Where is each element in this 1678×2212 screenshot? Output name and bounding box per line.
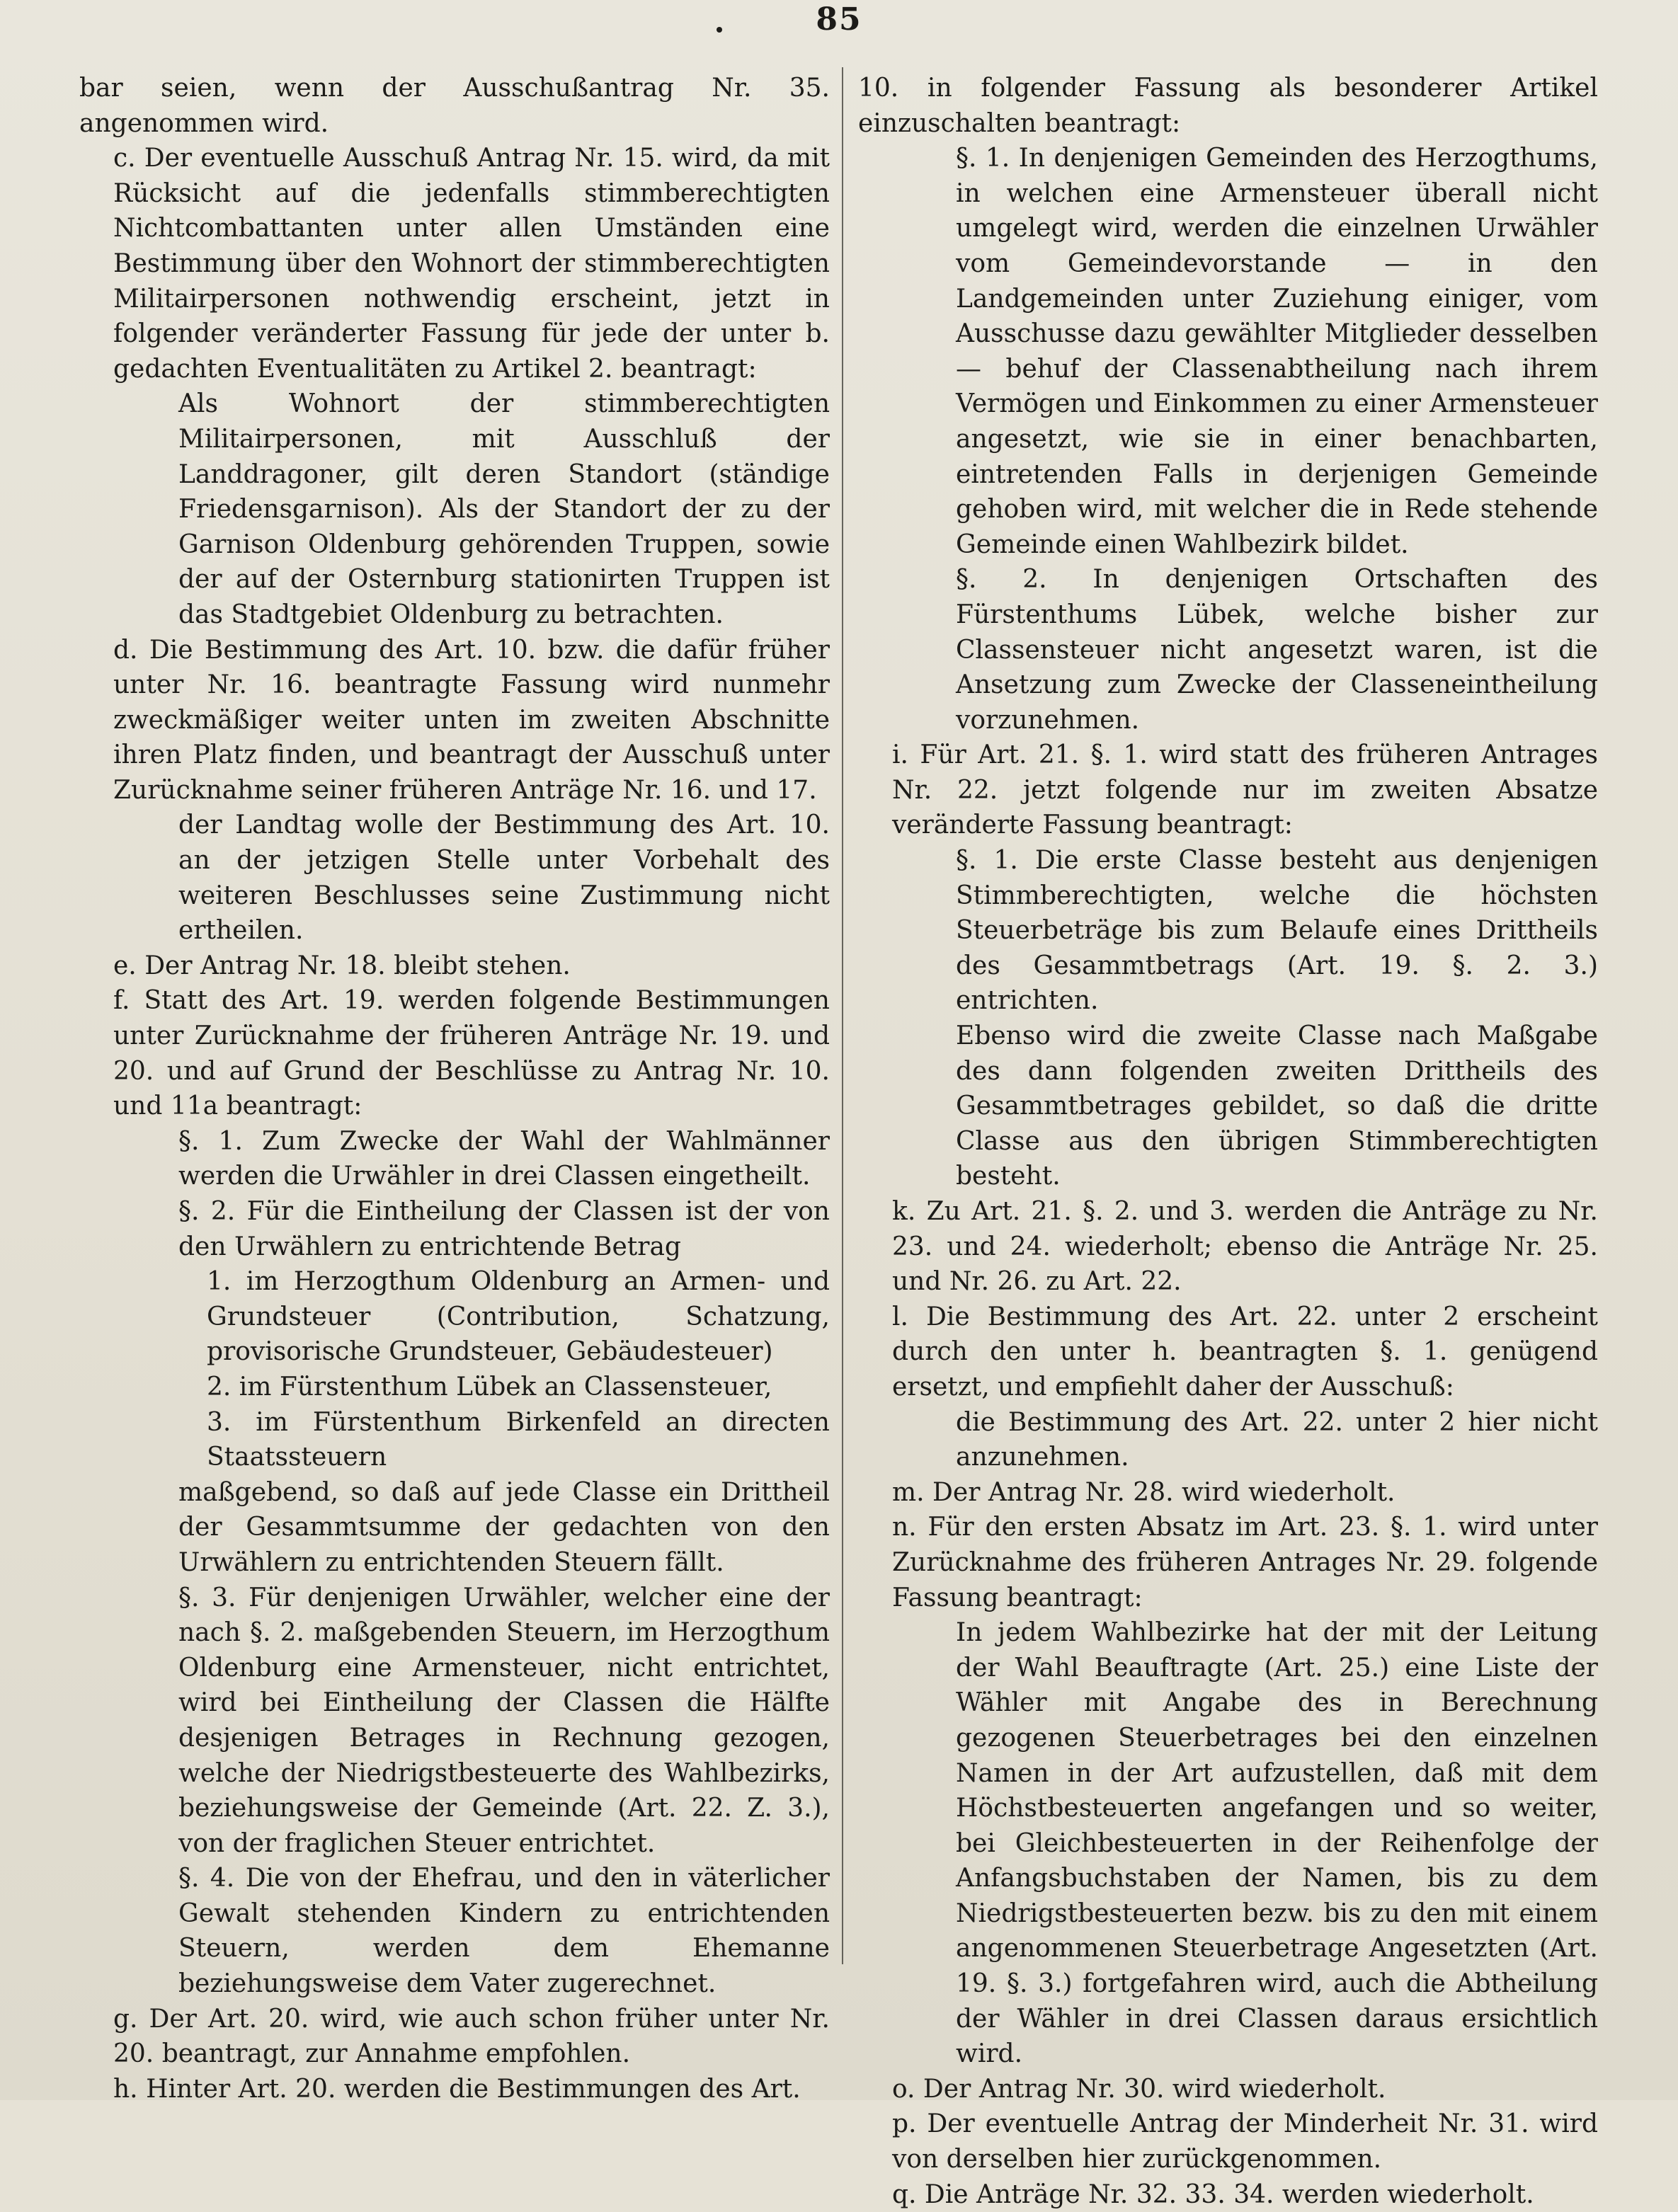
right-paragraph: l. Die Bestimmung des Art. 22. unter 2 erscheint durch den unter h. beantragten §. 1. genügend ersetzt, und empfiehlt daher der Ausschuß: [892, 1302, 1598, 1402]
left-paragraph: 1. im Herzogthum Oldenburg an Armen- und Grundsteuer (Contribution, Schatzung, provisorische Grundsteuer, Gebäudesteuer) [207, 1267, 830, 1367]
right-paragraph: o. Der Antrag Nr. 30. wird wiederholt. [892, 2074, 1386, 2104]
left-paragraph: §. 3. Für denjenigen Urwähler, welcher eine der nach §. 2. maßgebenden Steuern, im Herzogthum Oldenburg eine Armensteuer, nicht entrichtet, wird bei Eintheilung der Classen die Hälfte desjenigen Betrages in Rechnung gezogen, welche der Niedrigstbesteuerte des Wahlbezirks, beziehungsweise der Gemeinde (Art. 22. Z. 3.), von der fraglichen Steuer entrichtet. [178, 1583, 830, 1858]
right-paragraph: n. Für den ersten Absatz im Art. 23. §. 1. wird unter Zurücknahme des früheren Antrages Nr. 29. folgende Fassung beantragt: [892, 1513, 1598, 1612]
right-paragraph: §. 1. Die erste Classe besteht aus denjenigen Stimmberechtigten, welche die höchsten Steuerbeträge bis zum Belaufe eines Drittheils des Gesammtbetrags (Art. 19. §. 2. 3.) entrichten. [956, 846, 1598, 1016]
left-paragraph: §. 4. Die von der Ehefrau, und den in väterlicher Gewalt stehenden Kindern zu entrichtenden Steuern, werden dem Ehemanne beziehungsweise dem Vater zugerechnet. [178, 1864, 830, 1999]
page-number: 85 [816, 1, 862, 38]
left-paragraph: bar seien, wenn der Ausschußantrag Nr. 35. angenommen wird. [79, 74, 830, 138]
left-paragraph: Als Wohnort der stimmberechtigten Militairpersonen, mit Ausschluß der Landdragoner, gilt deren Standort (ständige Friedensgarnison). Als der Standort der zu der Garnison Oldenburg gehörenden Truppen, sowie der auf der Osternburg stationirten Truppen ist das Stadtgebiet Oldenburg zu betrachten. [178, 389, 830, 629]
left-paragraph: d. Die Bestimmung des Art. 10. bzw. die dafür früher unter Nr. 16. beantragte Fassung wird nunmehr zweckmäßiger weiter unten im zweiten Abschnitte ihren Platz finden, und beantragt der Ausschuß unter Zurücknahme seiner früheren Anträge Nr. 16. und 17. [113, 635, 830, 805]
right-column [858, 71, 1598, 2212]
right-paragraph: die Bestimmung des Art. 22. unter 2 hier nicht anzunehmen. [956, 1407, 1598, 1472]
left-paragraph: h. Hinter Art. 20. werden die Bestimmungen des Art. [113, 2074, 801, 2104]
column-divider [842, 67, 843, 1964]
left-paragraph: maßgebend, so daß auf jede Classe ein Drittheil der Gesammtsumme der gedachten von den Urwählern zu entrichtenden Steuern fällt. [178, 1477, 830, 1577]
left-paragraph: 2. im Fürstenthum Lübek an Classensteuer, [207, 1372, 772, 1402]
right-paragraph: q. Die Anträge Nr. 32. 33. 34. werden wiederholt. [892, 2179, 1534, 2209]
left-paragraph: c. Der eventuelle Ausschuß Antrag Nr. 15. wird, da mit Rücksicht auf die jedenfalls stimmberechtigten Nichtcombattanten unter allen Umständen eine Bestimmung über den Wohnort der stimmberechtigten Militairpersonen nothwendig erscheint, jetzt in folgender veränderter Fassung für jede der unter b. gedachten Eventualitäten zu Artikel 2. beantragt: [113, 144, 830, 384]
right-paragraph: m. Der Antrag Nr. 28. wird wiederholt. [892, 1477, 1396, 1507]
right-paragraph: In jedem Wahlbezirke hat der mit der Leitung der Wahl Beauftragte (Art. 25.) eine Liste der Wähler mit Angabe des in Berechnung gezogenen Steuerbetrages bei den einzelnen Namen in der Art aufzustellen, daß mit dem Höchstbesteuerten angefangen und so weiter, bei Gleichbesteuerten in der Reihenfolge der Anfangsbuchstaben der Namen, bis zu dem Niedrigstbesteuerten bezw. bis zu den mit einem angenommenen Steuerbetrage Angesetzten (Art. 19. §. 3.) fortgefahren wird, auch die Abtheilung der Wähler in drei Classen daraus ersichtlich wird. [956, 1618, 1598, 2069]
right-paragraph: 10. in folgender Fassung als besonderer Artikel einzuschalten beantragt: [858, 74, 1598, 138]
left-column [79, 71, 830, 2107]
right-paragraph: k. Zu Art. 21. §. 2. und 3. werden die Anträge zu Nr. 23. und 24. wiederholt; ebenso die Anträge Nr. 25. und Nr. 26. zu Art. 22. [892, 1197, 1598, 1297]
left-paragraph: g. Der Art. 20. wird, wie auch schon früher unter Nr. 20. beantragt, zur Annahme empfohlen. [113, 2004, 830, 2069]
left-paragraph: f. Statt des Art. 19. werden folgende Bestimmungen unter Zurücknahme der früheren Anträge Nr. 19. und 20. und auf Grund der Beschlüsse zu Antrag Nr. 10. und 11a beantragt: [113, 986, 830, 1121]
left-paragraph: e. Der Antrag Nr. 18. bleibt stehen. [113, 951, 571, 980]
right-paragraph: Ebenso wird die zweite Classe nach Maßgabe des dann folgenden zweiten Drittheils des Gesammtbetrages gebildet, so daß die dritte Classe aus den übrigen Stimmberechtigten besteht. [956, 1021, 1598, 1191]
right-paragraph: §. 1. In denjenigen Gemeinden des Herzogthums, in welchen eine Armensteuer überall nicht umgelegt wird, werden die einzelnen Urwähler vom Gemeindevorstande — in den Landgemeinden unter Zuziehung einiger, vom Ausschusse dazu gewählter Mitglieder desselben — behuf der Classenabtheilung nach ihrem Vermögen und Einkommen zu einer Armensteuer angesetzt, wie sie in einer benachbarten, eintretenden Falls in derjenigen Gemeinde gehoben wird, mit welcher die in Rede stehende Gemeinde einen Wahlbezirk bildet. [956, 144, 1598, 559]
right-paragraph: §. 2. In denjenigen Ortschaften des Fürstenthums Lübek, welche bisher zur Classensteuer nicht angesetzt waren, ist die Ansetzung zum Zwecke der Classeneintheilung vorzunehmen. [956, 565, 1598, 735]
left-paragraph: der Landtag wolle der Bestimmung des Art. 10. an der jetzigen Stelle unter Vorbehalt des weiteren Beschlusses seine Zustimmung nicht ertheilen. [178, 810, 830, 946]
left-paragraph: §. 2. Für die Eintheilung der Classen ist der von den Urwählern zu entrichtende Betrag [178, 1197, 830, 1261]
left-paragraph: 3. im Fürstenthum Birkenfeld an directen Staatssteuern [207, 1407, 830, 1472]
left-paragraph: §. 1. Zum Zwecke der Wahl der Wahlmänner werden die Urwähler in drei Classen eingetheilt. [178, 1126, 830, 1191]
right-paragraph: i. Für Art. 21. §. 1. wird statt des früheren Antrages Nr. 22. jetzt folgende nur im zweiten Absatze veränderte Fassung beantragt: [892, 740, 1598, 840]
right-paragraph: p. Der eventuelle Antrag der Minderheit Nr. 31. wird von derselben hier zurückgenommen. [892, 2109, 1598, 2174]
